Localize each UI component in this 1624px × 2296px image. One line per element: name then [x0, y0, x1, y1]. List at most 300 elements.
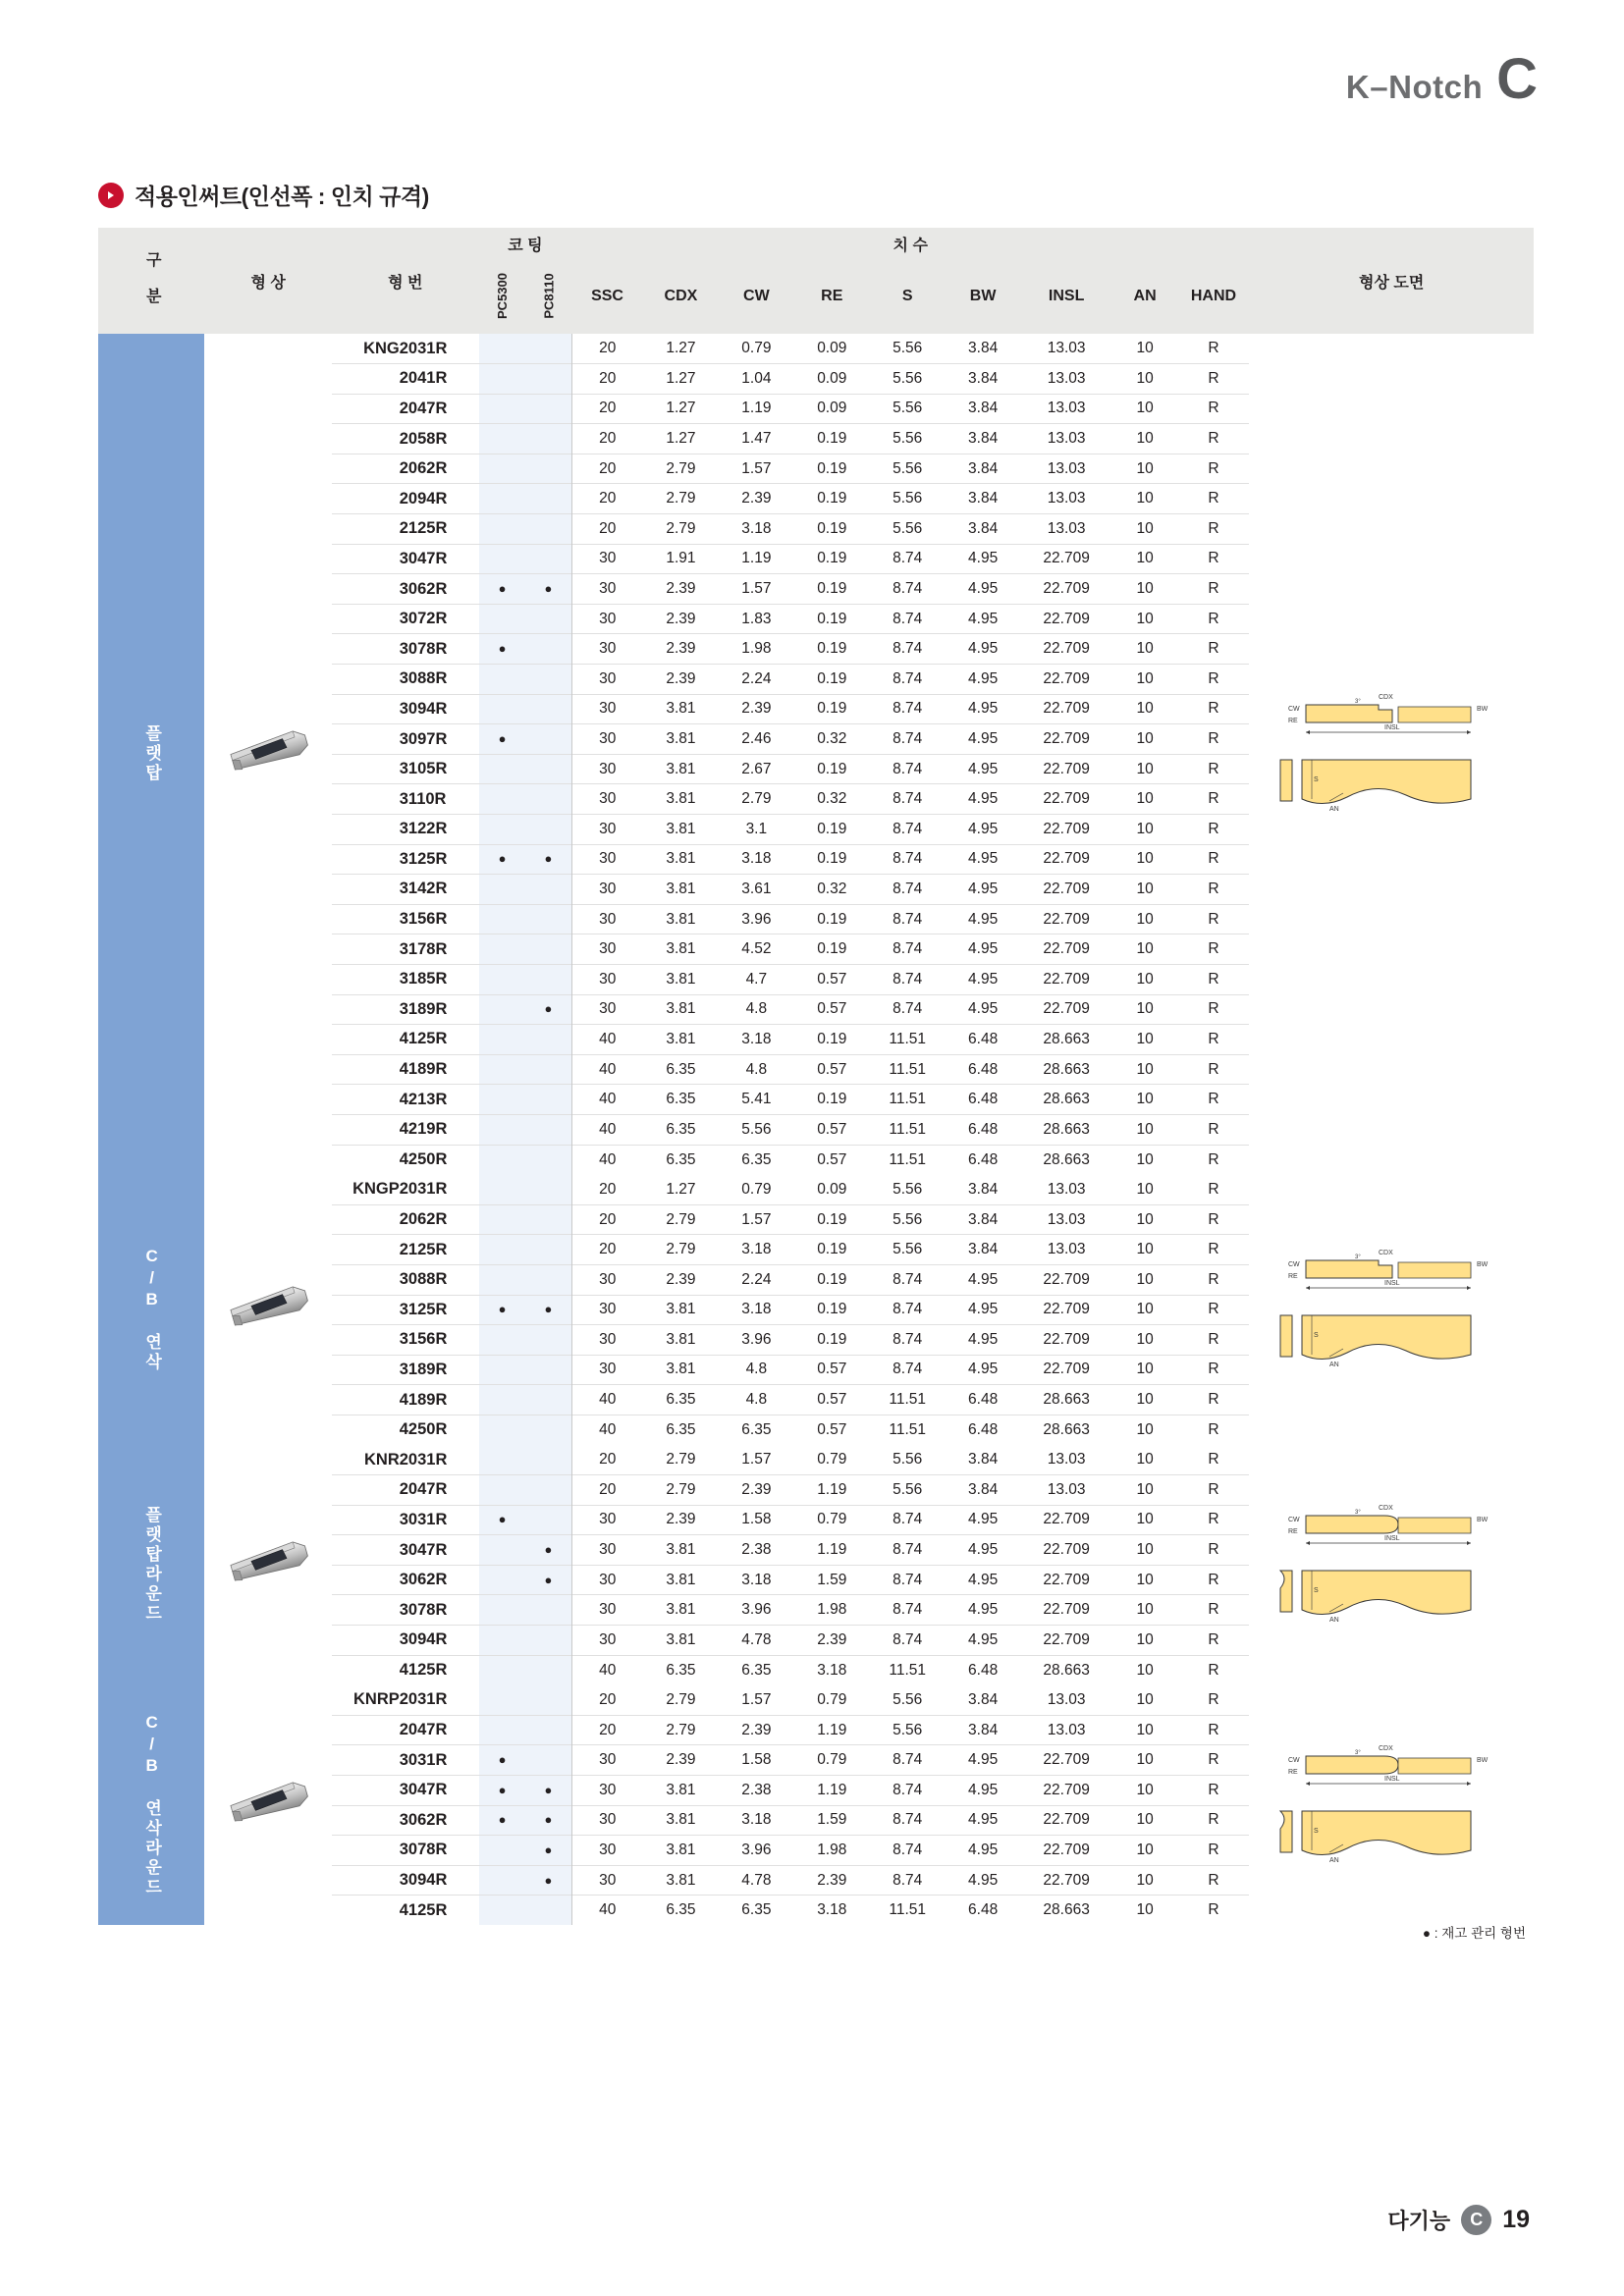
cell-an: 10 — [1136, 1060, 1154, 1078]
cell-s: 8.74 — [893, 1841, 923, 1858]
model-prefix — [332, 1595, 400, 1626]
cell-insl: 22.709 — [1043, 1511, 1090, 1528]
cell-bw: 3.84 — [968, 1180, 999, 1198]
coating-pc5300-cell: ● — [479, 1745, 526, 1776]
cell-an: 10 — [1136, 369, 1154, 387]
coating-pc8110-cell — [525, 484, 571, 514]
cell-insl: 22.709 — [1043, 1871, 1090, 1889]
cell-an: 10 — [1136, 850, 1154, 868]
cell-cdx: 3.81 — [666, 1571, 696, 1588]
cell-re: 0.79 — [817, 1751, 847, 1769]
cell-cdx: 3.81 — [666, 1871, 696, 1889]
cell-ssc: 30 — [599, 970, 617, 988]
cell-insl: 13.03 — [1047, 1241, 1086, 1258]
coating-pc8110-cell — [525, 1145, 571, 1175]
cell-ssc: 40 — [599, 1030, 617, 1047]
cell-s: 8.74 — [893, 1000, 923, 1018]
cell-cw: 1.57 — [741, 1451, 772, 1468]
cell-cw: 2.24 — [741, 669, 772, 687]
cell-re: 0.57 — [817, 1361, 847, 1378]
cell-an: 10 — [1136, 970, 1154, 988]
footer-label: 다기능 — [1387, 2209, 1451, 2233]
category-cell-knr: 플랫탑라운드 — [98, 1445, 204, 1685]
svg-text:RE: RE — [1288, 1527, 1298, 1535]
cell-ssc: 20 — [599, 1210, 617, 1228]
cell-ssc: 30 — [599, 640, 617, 658]
coating-pc5300-cell — [479, 1264, 526, 1295]
cell-cdx: 3.81 — [666, 1811, 696, 1829]
model-prefix — [332, 1054, 400, 1085]
cell-cdx: 3.81 — [666, 1330, 696, 1348]
cell-insl: 22.709 — [1043, 580, 1090, 598]
cell-s: 8.74 — [893, 1751, 923, 1769]
model-prefix — [332, 1535, 400, 1566]
cell-ssc: 40 — [599, 1120, 617, 1138]
cell-s: 8.74 — [893, 1511, 923, 1528]
cell-cw: 1.04 — [741, 369, 772, 387]
cell-hand: R — [1208, 1841, 1219, 1858]
category-cell-kng: 플랫탑 — [98, 334, 204, 1175]
cell-cw: 3.18 — [741, 519, 772, 537]
cell-hand: R — [1208, 790, 1219, 808]
cell-cdx: 1.27 — [666, 369, 696, 387]
cell-s: 8.74 — [893, 640, 923, 658]
model-number: 3062R — [399, 1571, 448, 1589]
cell-cdx: 1.27 — [666, 1180, 696, 1198]
cell-insl: 13.03 — [1047, 1721, 1086, 1738]
cell-re: 1.98 — [817, 1601, 847, 1619]
cell-hand: R — [1208, 1091, 1219, 1108]
cell-ssc: 20 — [599, 1180, 617, 1198]
section-title-row — [98, 179, 429, 211]
model-number: 3156R — [399, 1330, 448, 1349]
cell-bw: 4.95 — [968, 1571, 999, 1588]
cell-bw: 3.84 — [968, 1721, 999, 1738]
cell-cw: 3.96 — [741, 1601, 772, 1619]
cell-ssc: 30 — [599, 580, 617, 598]
footnote: ● : 재고 관리 형번 — [1422, 1926, 1526, 1941]
coating-pc5300-cell — [479, 875, 526, 905]
cell-ssc: 30 — [599, 1330, 617, 1348]
cell-s: 5.56 — [893, 369, 923, 387]
model-prefix — [332, 904, 400, 934]
cell-cw: 2.67 — [741, 760, 772, 777]
model-number: 3031R — [399, 1510, 448, 1528]
cell-insl: 22.709 — [1043, 1301, 1090, 1318]
cell-insl: 22.709 — [1043, 1811, 1090, 1829]
svg-text:AN: AN — [1329, 1856, 1339, 1864]
model-prefix: KNR — [364, 1450, 400, 1468]
model-prefix — [332, 724, 400, 755]
coating-pc5300-cell: ● — [479, 724, 526, 755]
cell-an: 10 — [1136, 1210, 1154, 1228]
cell-s: 8.74 — [893, 850, 923, 868]
cell-insl: 22.709 — [1043, 1270, 1090, 1288]
coating-pc8110-cell — [525, 875, 571, 905]
svg-text:CW: CW — [1288, 1516, 1300, 1523]
model-number: 4189R — [399, 1060, 448, 1079]
model-number: 3189R — [399, 1360, 448, 1378]
cell-insl: 22.709 — [1043, 1000, 1090, 1018]
model-number: 3094R — [399, 699, 448, 718]
cell-s: 5.56 — [893, 490, 923, 507]
svg-text:CDX: CDX — [1379, 1744, 1393, 1752]
page-footer — [1387, 2205, 1530, 2235]
coating-pc5300-cell — [479, 904, 526, 934]
cell-hand: R — [1208, 340, 1219, 357]
cell-insl: 22.709 — [1043, 1571, 1090, 1588]
coating-pc8110-cell — [525, 1355, 571, 1385]
cell-s: 11.51 — [889, 1420, 927, 1438]
cell-hand: R — [1208, 910, 1219, 928]
coating-pc5300-cell — [479, 1355, 526, 1385]
cell-an: 10 — [1136, 1000, 1154, 1018]
cell-bw: 4.95 — [968, 1781, 999, 1798]
cell-re: 1.98 — [817, 1841, 847, 1858]
coating-pc5300-cell — [479, 1025, 526, 1055]
cell-bw: 4.95 — [968, 1511, 999, 1528]
model-number: 3189R — [399, 999, 448, 1018]
coating-pc5300-cell — [479, 394, 526, 424]
cell-cw: 4.8 — [745, 1000, 768, 1018]
coating-pc8110-cell — [525, 1415, 571, 1445]
cell-an: 10 — [1136, 1511, 1154, 1528]
coating-pc8110-cell — [525, 1325, 571, 1356]
cell-hand: R — [1208, 519, 1219, 537]
cell-cw: 3.18 — [741, 1571, 772, 1588]
model-number: 3125R — [399, 1300, 448, 1318]
cell-bw: 4.95 — [968, 760, 999, 777]
model-number: 3078R — [399, 1600, 448, 1619]
coating-pc5300-cell — [479, 334, 526, 364]
model-prefix — [332, 1896, 400, 1926]
cell-cw: 6.35 — [741, 1420, 772, 1438]
cell-hand: R — [1208, 369, 1219, 387]
cell-s: 8.74 — [893, 1811, 923, 1829]
coating-pc5300-cell — [479, 1626, 526, 1656]
cell-hand: R — [1208, 1000, 1219, 1018]
cell-insl: 28.663 — [1043, 1060, 1090, 1078]
cell-an: 10 — [1136, 1811, 1154, 1829]
cell-hand: R — [1208, 730, 1219, 748]
cell-cdx: 2.79 — [666, 1451, 696, 1468]
svg-text:S: S — [1314, 1827, 1319, 1835]
cell-cw: 3.1 — [745, 820, 768, 837]
table-head — [98, 228, 1534, 334]
cell-ssc: 30 — [599, 730, 617, 748]
coating-pc8110-cell — [525, 1595, 571, 1626]
coating-pc5300-cell — [479, 1325, 526, 1356]
cell-insl: 22.709 — [1043, 730, 1090, 748]
model-prefix — [332, 934, 400, 965]
cell-hand: R — [1208, 640, 1219, 658]
cell-cdx: 2.39 — [666, 669, 696, 687]
section-title: 적용인써트(인선폭 : 인치 규격) — [135, 184, 429, 209]
cell-bw: 4.95 — [968, 1270, 999, 1288]
svg-text:S: S — [1314, 1586, 1319, 1594]
cell-s: 8.74 — [893, 1601, 923, 1619]
cell-re: 1.59 — [817, 1811, 847, 1829]
cell-cw: 1.57 — [741, 580, 772, 598]
cell-re: 0.57 — [817, 1120, 847, 1138]
cell-cw: 2.39 — [741, 490, 772, 507]
cell-bw: 3.84 — [968, 1690, 999, 1708]
cell-bw: 3.84 — [968, 340, 999, 357]
cell-cw: 3.96 — [741, 1330, 772, 1348]
cell-an: 10 — [1136, 580, 1154, 598]
coating-pc8110-cell — [525, 1235, 571, 1265]
cell-insl: 22.709 — [1043, 970, 1090, 988]
model-number: 2031R — [399, 339, 448, 357]
coating-pc8110-cell — [525, 544, 571, 574]
shape-diagram-kngp — [1249, 1175, 1534, 1445]
cell-an: 10 — [1136, 400, 1154, 417]
cell-cdx: 3.81 — [666, 1030, 696, 1047]
cell-ssc: 30 — [599, 1601, 617, 1619]
header-ssc: SSC — [571, 259, 643, 334]
model-number: 2062R — [399, 1210, 448, 1229]
cell-insl: 22.709 — [1043, 1751, 1090, 1769]
svg-text:BW: BW — [1477, 705, 1489, 713]
cell-ssc: 30 — [599, 1000, 617, 1018]
model-prefix: KNRP — [352, 1690, 400, 1709]
cell-ssc: 20 — [599, 519, 617, 537]
cell-insl: 22.709 — [1043, 1541, 1090, 1559]
coating-pc5300-cell: ● — [479, 1776, 526, 1806]
cell-s: 5.56 — [893, 1180, 923, 1198]
cell-hand: R — [1208, 1661, 1219, 1679]
cell-hand: R — [1208, 1871, 1219, 1889]
cell-bw: 3.84 — [968, 1241, 999, 1258]
category-cell-kngp: C/B 연삭 — [98, 1175, 204, 1445]
svg-text:3°: 3° — [1355, 1509, 1361, 1516]
model-number: 3088R — [399, 1270, 448, 1289]
cell-cdx: 6.35 — [666, 1661, 696, 1679]
cell-ssc: 20 — [599, 1721, 617, 1738]
header-section-letter: C — [1496, 47, 1538, 111]
coating-pc8110-cell — [525, 454, 571, 484]
cell-re: 3.18 — [817, 1661, 847, 1679]
coating-pc8110-cell: ● — [525, 994, 571, 1025]
cell-ssc: 20 — [599, 369, 617, 387]
cell-re: 0.19 — [817, 1091, 847, 1108]
cell-s: 11.51 — [889, 1391, 927, 1409]
cell-cdx: 3.81 — [666, 700, 696, 718]
cell-an: 10 — [1136, 610, 1154, 627]
cell-s: 11.51 — [889, 1091, 927, 1108]
coating-pc8110-cell: ● — [525, 1776, 571, 1806]
footer-section-badge: C — [1461, 2205, 1491, 2235]
cell-an: 10 — [1136, 1451, 1154, 1468]
cell-bw: 6.48 — [968, 1120, 999, 1138]
coating-pc8110-cell — [525, 724, 571, 755]
cell-ssc: 30 — [599, 610, 617, 627]
cell-cdx: 2.79 — [666, 1480, 696, 1498]
coating-pc5300-cell — [479, 1685, 526, 1716]
model-prefix — [332, 1025, 400, 1055]
coating-pc5300-cell — [479, 424, 526, 454]
cell-s: 5.56 — [893, 1210, 923, 1228]
cell-hand: R — [1208, 610, 1219, 627]
cell-bw: 4.95 — [968, 669, 999, 687]
model-prefix — [332, 1626, 400, 1656]
cell-cdx: 2.79 — [666, 490, 696, 507]
model-number: 4189R — [399, 1390, 448, 1409]
coating-pc8110-cell — [525, 394, 571, 424]
cell-s: 8.74 — [893, 790, 923, 808]
cell-bw: 4.95 — [968, 730, 999, 748]
cell-s: 5.56 — [893, 1451, 923, 1468]
cell-hand: R — [1208, 1270, 1219, 1288]
cell-bw: 4.95 — [968, 910, 999, 928]
cell-an: 10 — [1136, 459, 1154, 477]
model-prefix — [332, 484, 400, 514]
coating-pc8110-cell: ● — [525, 1295, 571, 1325]
cell-hand: R — [1208, 1630, 1219, 1648]
model-prefix — [332, 875, 400, 905]
cell-s: 8.74 — [893, 970, 923, 988]
cell-hand: R — [1208, 1030, 1219, 1047]
cell-bw: 4.95 — [968, 1811, 999, 1829]
coating-pc8110-cell — [525, 964, 571, 994]
cell-insl: 13.03 — [1047, 1210, 1086, 1228]
cell-bw: 6.48 — [968, 1030, 999, 1047]
model-prefix — [332, 1655, 400, 1685]
cell-cw: 2.39 — [741, 1721, 772, 1738]
cell-s: 11.51 — [889, 1901, 927, 1919]
cell-hand: R — [1208, 880, 1219, 897]
cell-cw: 3.18 — [741, 1241, 772, 1258]
cell-an: 10 — [1136, 1630, 1154, 1648]
model-number: 4213R — [399, 1090, 448, 1108]
coating-pc8110-cell: ● — [525, 1865, 571, 1896]
model-prefix — [332, 1505, 400, 1535]
coating-pc5300-cell: ● — [479, 844, 526, 875]
model-number: 3062R — [399, 1810, 448, 1829]
cell-cw: 6.35 — [741, 1150, 772, 1168]
cell-insl: 22.709 — [1043, 940, 1090, 958]
cell-cw: 6.35 — [741, 1661, 772, 1679]
cell-s: 8.74 — [893, 760, 923, 777]
model-number: 2041R — [399, 369, 448, 388]
cell-hand: R — [1208, 1601, 1219, 1619]
cell-hand: R — [1208, 1781, 1219, 1798]
cell-s: 8.74 — [893, 1781, 923, 1798]
cell-ssc: 40 — [599, 1661, 617, 1679]
model-prefix — [332, 1836, 400, 1866]
svg-text:AN: AN — [1329, 1361, 1339, 1368]
cell-an: 10 — [1136, 1301, 1154, 1318]
category-cell-knrp: C/B 연삭라운드 — [98, 1685, 204, 1926]
model-number: 3142R — [399, 880, 448, 898]
model-prefix — [332, 1415, 400, 1445]
coating-pc8110-cell — [525, 364, 571, 395]
model-number: 2094R — [399, 489, 448, 507]
cell-hand: R — [1208, 1241, 1219, 1258]
cell-hand: R — [1208, 1180, 1219, 1198]
cell-bw: 3.84 — [968, 519, 999, 537]
cell-an: 10 — [1136, 940, 1154, 958]
cell-insl: 22.709 — [1043, 550, 1090, 567]
cell-ssc: 30 — [599, 880, 617, 897]
cell-an: 10 — [1136, 1541, 1154, 1559]
svg-text:CW: CW — [1288, 1260, 1300, 1268]
cell-insl: 22.709 — [1043, 669, 1090, 687]
cell-an: 10 — [1136, 1420, 1154, 1438]
coating-pc8110-cell — [525, 634, 571, 665]
cell-cw: 1.83 — [741, 610, 772, 627]
model-prefix — [332, 1355, 400, 1385]
cell-cdx: 3.81 — [666, 1601, 696, 1619]
cell-cdx: 3.81 — [666, 940, 696, 958]
coating-pc8110-cell — [525, 1264, 571, 1295]
cell-an: 10 — [1136, 1391, 1154, 1409]
cell-s: 8.74 — [893, 1571, 923, 1588]
coating-pc5300-cell — [479, 1145, 526, 1175]
coating-pc8110-cell — [525, 1175, 571, 1205]
cell-bw: 3.84 — [968, 1210, 999, 1228]
table-row — [98, 1445, 1534, 1475]
cell-ssc: 20 — [599, 340, 617, 357]
cell-an: 10 — [1136, 1571, 1154, 1588]
cell-re: 0.19 — [817, 430, 847, 448]
cell-hand: R — [1208, 459, 1219, 477]
cell-hand: R — [1208, 490, 1219, 507]
cell-cw: 1.57 — [741, 1210, 772, 1228]
cell-re: 0.57 — [817, 1060, 847, 1078]
coating-pc8110-cell — [525, 665, 571, 695]
cell-an: 10 — [1136, 1751, 1154, 1769]
insert-photo-knrp — [204, 1685, 332, 1926]
cell-cw: 3.18 — [741, 1301, 772, 1318]
coating-pc5300-cell — [479, 784, 526, 815]
cell-an: 10 — [1136, 340, 1154, 357]
coating-pc5300-cell — [479, 604, 526, 634]
cell-re: 3.18 — [817, 1901, 847, 1919]
model-prefix — [332, 424, 400, 454]
cell-cdx: 1.27 — [666, 340, 696, 357]
model-number: 3047R — [399, 549, 448, 567]
model-prefix: KNG — [363, 339, 400, 357]
model-number: 3097R — [399, 729, 448, 748]
cell-ssc: 20 — [599, 1241, 617, 1258]
cell-cdx: 3.81 — [666, 760, 696, 777]
cell-ssc: 30 — [599, 1541, 617, 1559]
model-prefix — [332, 1565, 400, 1595]
cell-bw: 4.95 — [968, 1601, 999, 1619]
model-prefix — [332, 1204, 400, 1235]
cell-cw: 3.18 — [741, 1030, 772, 1047]
cell-insl: 13.03 — [1047, 400, 1086, 417]
cell-an: 10 — [1136, 1841, 1154, 1858]
cell-ssc: 20 — [599, 490, 617, 507]
cell-bw: 4.95 — [968, 880, 999, 897]
cell-an: 10 — [1136, 1601, 1154, 1619]
cell-an: 10 — [1136, 1480, 1154, 1498]
cell-insl: 13.03 — [1047, 459, 1086, 477]
cell-cw: 1.57 — [741, 1690, 772, 1708]
cell-re: 0.19 — [817, 669, 847, 687]
cell-hand: R — [1208, 1811, 1219, 1829]
cell-hand: R — [1208, 1330, 1219, 1348]
cell-hand: R — [1208, 669, 1219, 687]
model-number: 2058R — [399, 429, 448, 448]
cell-hand: R — [1208, 1301, 1219, 1318]
cell-re: 1.19 — [817, 1541, 847, 1559]
coating-pc5300-cell — [479, 1655, 526, 1685]
cell-re: 0.32 — [817, 730, 847, 748]
coating-pc8110-cell — [525, 1385, 571, 1415]
